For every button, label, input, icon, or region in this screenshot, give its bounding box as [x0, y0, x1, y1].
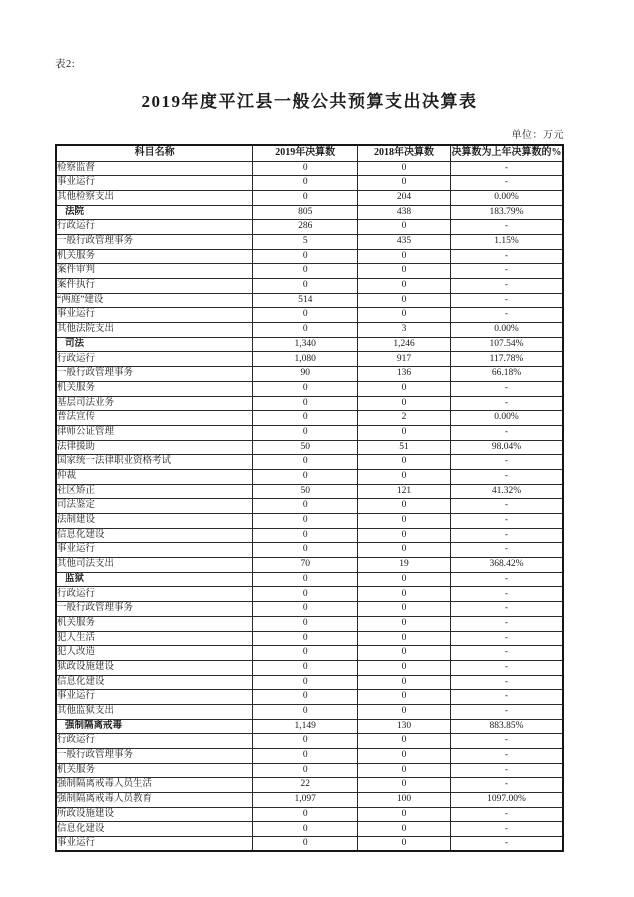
value-2018-cell: 0 [358, 646, 451, 661]
table-row [56, 499, 563, 514]
table-row [56, 719, 563, 734]
percent-cell: - [450, 279, 563, 294]
percent-cell: - [450, 249, 563, 264]
table-row [56, 558, 563, 573]
table-row [56, 234, 563, 249]
percent-cell: 368.42% [450, 558, 563, 573]
table-row [56, 293, 563, 308]
value-2019-cell: 5 [253, 234, 358, 249]
value-2019-cell: 50 [253, 484, 358, 499]
percent-cell: - [450, 763, 563, 778]
subject-name-cell: 司法 [56, 337, 253, 352]
value-2018-cell: 0 [358, 528, 451, 543]
value-2018-cell: 2 [358, 411, 451, 426]
table-row [56, 734, 563, 749]
subject-name-cell: 其他监狱支出 [56, 704, 253, 719]
table-row [56, 616, 563, 631]
subject-name-cell: 法院 [56, 205, 253, 220]
value-2018-cell: 0 [358, 734, 451, 749]
value-2018-cell: 100 [358, 793, 451, 808]
value-2019-cell: 286 [253, 220, 358, 235]
value-2019-cell: 0 [253, 675, 358, 690]
value-2019-cell: 1,340 [253, 337, 358, 352]
table-row [56, 631, 563, 646]
table-row [56, 308, 563, 323]
value-2018-cell: 0 [358, 279, 451, 294]
value-2018-cell: 438 [358, 205, 451, 220]
value-2019-cell: 0 [253, 690, 358, 705]
subject-name-cell: 案件审判 [56, 264, 253, 279]
table-row [56, 528, 563, 543]
value-2019-cell: 0 [253, 749, 358, 764]
percent-cell: - [450, 455, 563, 470]
table-row [56, 176, 563, 191]
value-2018-cell: 0 [358, 264, 451, 279]
percent-cell: 66.18% [450, 367, 563, 382]
table-row [56, 381, 563, 396]
value-2018-cell: 0 [358, 778, 451, 793]
value-2019-cell: 90 [253, 367, 358, 382]
value-2019-cell: 0 [253, 396, 358, 411]
subject-name-cell: 强制隔离戒毒 [56, 719, 253, 734]
value-2019-cell: 0 [253, 176, 358, 191]
subject-name-cell: 行政运行 [56, 220, 253, 235]
page-title: 2019年度平江县一般公共预算支出决算表 [141, 92, 478, 111]
percent-cell: - [450, 572, 563, 587]
table-row [56, 469, 563, 484]
value-2018-cell: 0 [358, 837, 451, 852]
value-2019-cell: 0 [253, 161, 358, 176]
table-row [56, 249, 563, 264]
table-row [56, 411, 563, 426]
subject-name-cell: 国家统一法律职业资格考试 [56, 455, 253, 470]
table-row [56, 763, 563, 778]
subject-name-cell: 司法鉴定 [56, 499, 253, 514]
subject-name-cell: 普法宣传 [56, 411, 253, 426]
table-row [56, 323, 563, 338]
table-row [56, 514, 563, 529]
percent-cell: 0.00% [450, 190, 563, 205]
percent-cell: - [450, 381, 563, 396]
table-row [56, 205, 563, 220]
percent-cell: 183.79% [450, 205, 563, 220]
value-2019-cell: 0 [253, 572, 358, 587]
value-2018-cell: 19 [358, 558, 451, 573]
value-2019-cell: 22 [253, 778, 358, 793]
subject-name-cell: 一般行政管理事务 [56, 234, 253, 249]
percent-cell: - [450, 675, 563, 690]
percent-cell: - [450, 264, 563, 279]
value-2018-cell: 136 [358, 367, 451, 382]
value-2019-cell: 0 [253, 763, 358, 778]
subject-name-cell: 其他检察支出 [56, 190, 253, 205]
percent-cell: 107.54% [450, 337, 563, 352]
percent-cell: 98.04% [450, 440, 563, 455]
value-2018-cell: 130 [358, 719, 451, 734]
subject-name-cell: 狱政设施建设 [56, 660, 253, 675]
table-row [56, 440, 563, 455]
table-row [56, 367, 563, 382]
value-2019-cell: 0 [253, 514, 358, 529]
value-2018-cell: 435 [358, 234, 451, 249]
percent-cell: - [450, 734, 563, 749]
percent-cell: 117.78% [450, 352, 563, 367]
subject-name-cell: 监狱 [56, 572, 253, 587]
table-row [56, 190, 563, 205]
table-row [56, 279, 563, 294]
value-2018-cell: 121 [358, 484, 451, 499]
value-2019-cell: 514 [253, 293, 358, 308]
table-row [56, 425, 563, 440]
subject-name-cell: 事业运行 [56, 176, 253, 191]
percent-cell: - [450, 646, 563, 661]
value-2018-cell: 0 [358, 308, 451, 323]
subject-name-cell: 行政运行 [56, 734, 253, 749]
value-2018-cell: 0 [358, 572, 451, 587]
value-2018-cell: 0 [358, 381, 451, 396]
value-2018-cell: 0 [358, 587, 451, 602]
table-row [56, 778, 563, 793]
value-2018-cell: 0 [358, 602, 451, 617]
value-2018-cell: 0 [358, 822, 451, 837]
value-2019-cell: 0 [253, 190, 358, 205]
subject-name-cell: 事业运行 [56, 837, 253, 852]
table-row [56, 455, 563, 470]
subject-name-cell: 法制建设 [56, 514, 253, 529]
column-header-2018: 2018年决算数 [358, 145, 451, 161]
value-2018-cell: 0 [358, 763, 451, 778]
table-row [56, 602, 563, 617]
table-row [56, 587, 563, 602]
percent-cell: - [450, 749, 563, 764]
value-2019-cell: 0 [253, 616, 358, 631]
value-2019-cell: 50 [253, 440, 358, 455]
value-2019-cell: 0 [253, 646, 358, 661]
value-2019-cell: 0 [253, 837, 358, 852]
value-2019-cell: 1,080 [253, 352, 358, 367]
table-row [56, 749, 563, 764]
value-2019-cell: 0 [253, 469, 358, 484]
percent-cell: 1097.00% [450, 793, 563, 808]
value-2019-cell: 1,097 [253, 793, 358, 808]
value-2018-cell: 0 [358, 690, 451, 705]
subject-name-cell: 其他法院支出 [56, 323, 253, 338]
value-2019-cell: 0 [253, 602, 358, 617]
value-2019-cell: 0 [253, 528, 358, 543]
value-2018-cell: 0 [358, 161, 451, 176]
value-2018-cell: 0 [358, 616, 451, 631]
subject-name-cell: 法律援助 [56, 440, 253, 455]
subject-name-cell: 一般行政管理事务 [56, 367, 253, 382]
subject-name-cell: 基层司法业务 [56, 396, 253, 411]
value-2018-cell: 0 [358, 514, 451, 529]
table-row [56, 220, 563, 235]
value-2019-cell: 0 [253, 411, 358, 426]
table-row [56, 161, 563, 176]
table-row [56, 822, 563, 837]
value-2018-cell: 0 [358, 249, 451, 264]
percent-cell: - [450, 396, 563, 411]
subject-name-cell: 其他司法支出 [56, 558, 253, 573]
percent-cell: - [450, 587, 563, 602]
subject-name-cell: 所政设施建设 [56, 807, 253, 822]
table-row [56, 484, 563, 499]
percent-cell: - [450, 308, 563, 323]
value-2018-cell: 0 [358, 220, 451, 235]
subject-name-cell: 事业运行 [56, 690, 253, 705]
value-2019-cell: 0 [253, 631, 358, 646]
percent-cell: - [450, 220, 563, 235]
value-2019-cell: 0 [253, 279, 358, 294]
subject-name-cell: 一般行政管理事务 [56, 749, 253, 764]
value-2018-cell: 1,246 [358, 337, 451, 352]
percent-cell: 0.00% [450, 411, 563, 426]
table-row [56, 572, 563, 587]
value-2019-cell: 0 [253, 249, 358, 264]
table-row [56, 337, 563, 352]
value-2018-cell: 0 [358, 455, 451, 470]
subject-name-cell: “两庭”建设 [56, 293, 253, 308]
subject-name-cell: 律师公证管理 [56, 425, 253, 440]
percent-cell: - [450, 807, 563, 822]
column-header-percent: 决算数为上年决算数的% [450, 145, 563, 161]
value-2018-cell: 0 [358, 704, 451, 719]
table-row [56, 660, 563, 675]
subject-name-cell: 检察监督 [56, 161, 253, 176]
percent-cell: - [450, 837, 563, 852]
percent-cell: 0.00% [450, 323, 563, 338]
value-2018-cell: 0 [358, 631, 451, 646]
subject-name-cell: 行政运行 [56, 587, 253, 602]
value-2018-cell: 0 [358, 749, 451, 764]
subject-name-cell: 犯人生活 [56, 631, 253, 646]
percent-cell: - [450, 690, 563, 705]
value-2018-cell: 0 [358, 176, 451, 191]
value-2018-cell: 0 [358, 807, 451, 822]
percent-cell: - [450, 631, 563, 646]
value-2019-cell: 0 [253, 455, 358, 470]
percent-cell: - [450, 543, 563, 558]
percent-cell: - [450, 161, 563, 176]
value-2018-cell: 0 [358, 425, 451, 440]
percent-cell: - [450, 616, 563, 631]
value-2018-cell: 0 [358, 396, 451, 411]
value-2019-cell: 0 [253, 499, 358, 514]
subject-name-cell: 信息化建设 [56, 528, 253, 543]
subject-name-cell: 机关服务 [56, 616, 253, 631]
subject-name-cell: 案件执行 [56, 279, 253, 294]
value-2018-cell: 917 [358, 352, 451, 367]
percent-cell: - [450, 499, 563, 514]
subject-name-cell: 事业运行 [56, 543, 253, 558]
subject-name-cell: 信息化建设 [56, 675, 253, 690]
value-2018-cell: 0 [358, 469, 451, 484]
subject-name-cell: 机关服务 [56, 381, 253, 396]
unit-note: 单位：万元 [511, 130, 564, 141]
table-body [56, 161, 563, 851]
value-2018-cell: 0 [358, 660, 451, 675]
table-row [56, 264, 563, 279]
value-2019-cell: 0 [253, 381, 358, 396]
table-row [56, 837, 563, 852]
percent-cell: - [450, 704, 563, 719]
value-2019-cell: 0 [253, 323, 358, 338]
value-2018-cell: 0 [358, 543, 451, 558]
percent-cell: 883.85% [450, 719, 563, 734]
table-number-label: 表2: [55, 59, 76, 70]
value-2019-cell: 0 [253, 807, 358, 822]
subject-name-cell: 事业运行 [56, 308, 253, 323]
value-2018-cell: 0 [358, 293, 451, 308]
percent-cell: - [450, 425, 563, 440]
value-2018-cell: 3 [358, 323, 451, 338]
value-2019-cell: 0 [253, 264, 358, 279]
value-2019-cell: 0 [253, 822, 358, 837]
percent-cell: - [450, 176, 563, 191]
subject-name-cell: 机关服务 [56, 249, 253, 264]
table-row [56, 396, 563, 411]
value-2019-cell: 70 [253, 558, 358, 573]
value-2018-cell: 0 [358, 675, 451, 690]
value-2019-cell: 0 [253, 704, 358, 719]
table-row [56, 675, 563, 690]
subject-name-cell: 一般行政管理事务 [56, 602, 253, 617]
subject-name-cell: 仲裁 [56, 469, 253, 484]
percent-cell: - [450, 778, 563, 793]
table-row [56, 543, 563, 558]
subject-name-cell: 犯人改造 [56, 646, 253, 661]
percent-cell: 41.32% [450, 484, 563, 499]
table-row [56, 704, 563, 719]
value-2018-cell: 51 [358, 440, 451, 455]
table-row [56, 352, 563, 367]
value-2019-cell: 0 [253, 587, 358, 602]
value-2019-cell: 0 [253, 425, 358, 440]
table-row [56, 646, 563, 661]
budget-table [55, 144, 564, 852]
percent-cell: - [450, 293, 563, 308]
percent-cell: - [450, 469, 563, 484]
value-2019-cell: 0 [253, 734, 358, 749]
subject-name-cell: 社区矫正 [56, 484, 253, 499]
subject-name-cell: 机关服务 [56, 763, 253, 778]
percent-cell: - [450, 602, 563, 617]
subject-name-cell: 信息化建设 [56, 822, 253, 837]
percent-cell: - [450, 528, 563, 543]
subject-name-cell: 行政运行 [56, 352, 253, 367]
column-header-subject: 科目名称 [56, 145, 253, 161]
table-row [56, 807, 563, 822]
percent-cell: - [450, 660, 563, 675]
table-row [56, 690, 563, 705]
value-2019-cell: 1,149 [253, 719, 358, 734]
value-2018-cell: 0 [358, 499, 451, 514]
table-row [56, 793, 563, 808]
value-2019-cell: 0 [253, 543, 358, 558]
percent-cell: - [450, 514, 563, 529]
table-header [56, 145, 563, 161]
percent-cell: 1.15% [450, 234, 563, 249]
value-2019-cell: 0 [253, 660, 358, 675]
subject-name-cell: 强制隔离戒毒人员教育 [56, 793, 253, 808]
table-header-row [56, 145, 563, 161]
value-2019-cell: 0 [253, 308, 358, 323]
column-header-2019: 2019年决算数 [253, 145, 358, 161]
percent-cell: - [450, 822, 563, 837]
value-2019-cell: 805 [253, 205, 358, 220]
value-2018-cell: 204 [358, 190, 451, 205]
subject-name-cell: 强制隔离戒毒人员生活 [56, 778, 253, 793]
